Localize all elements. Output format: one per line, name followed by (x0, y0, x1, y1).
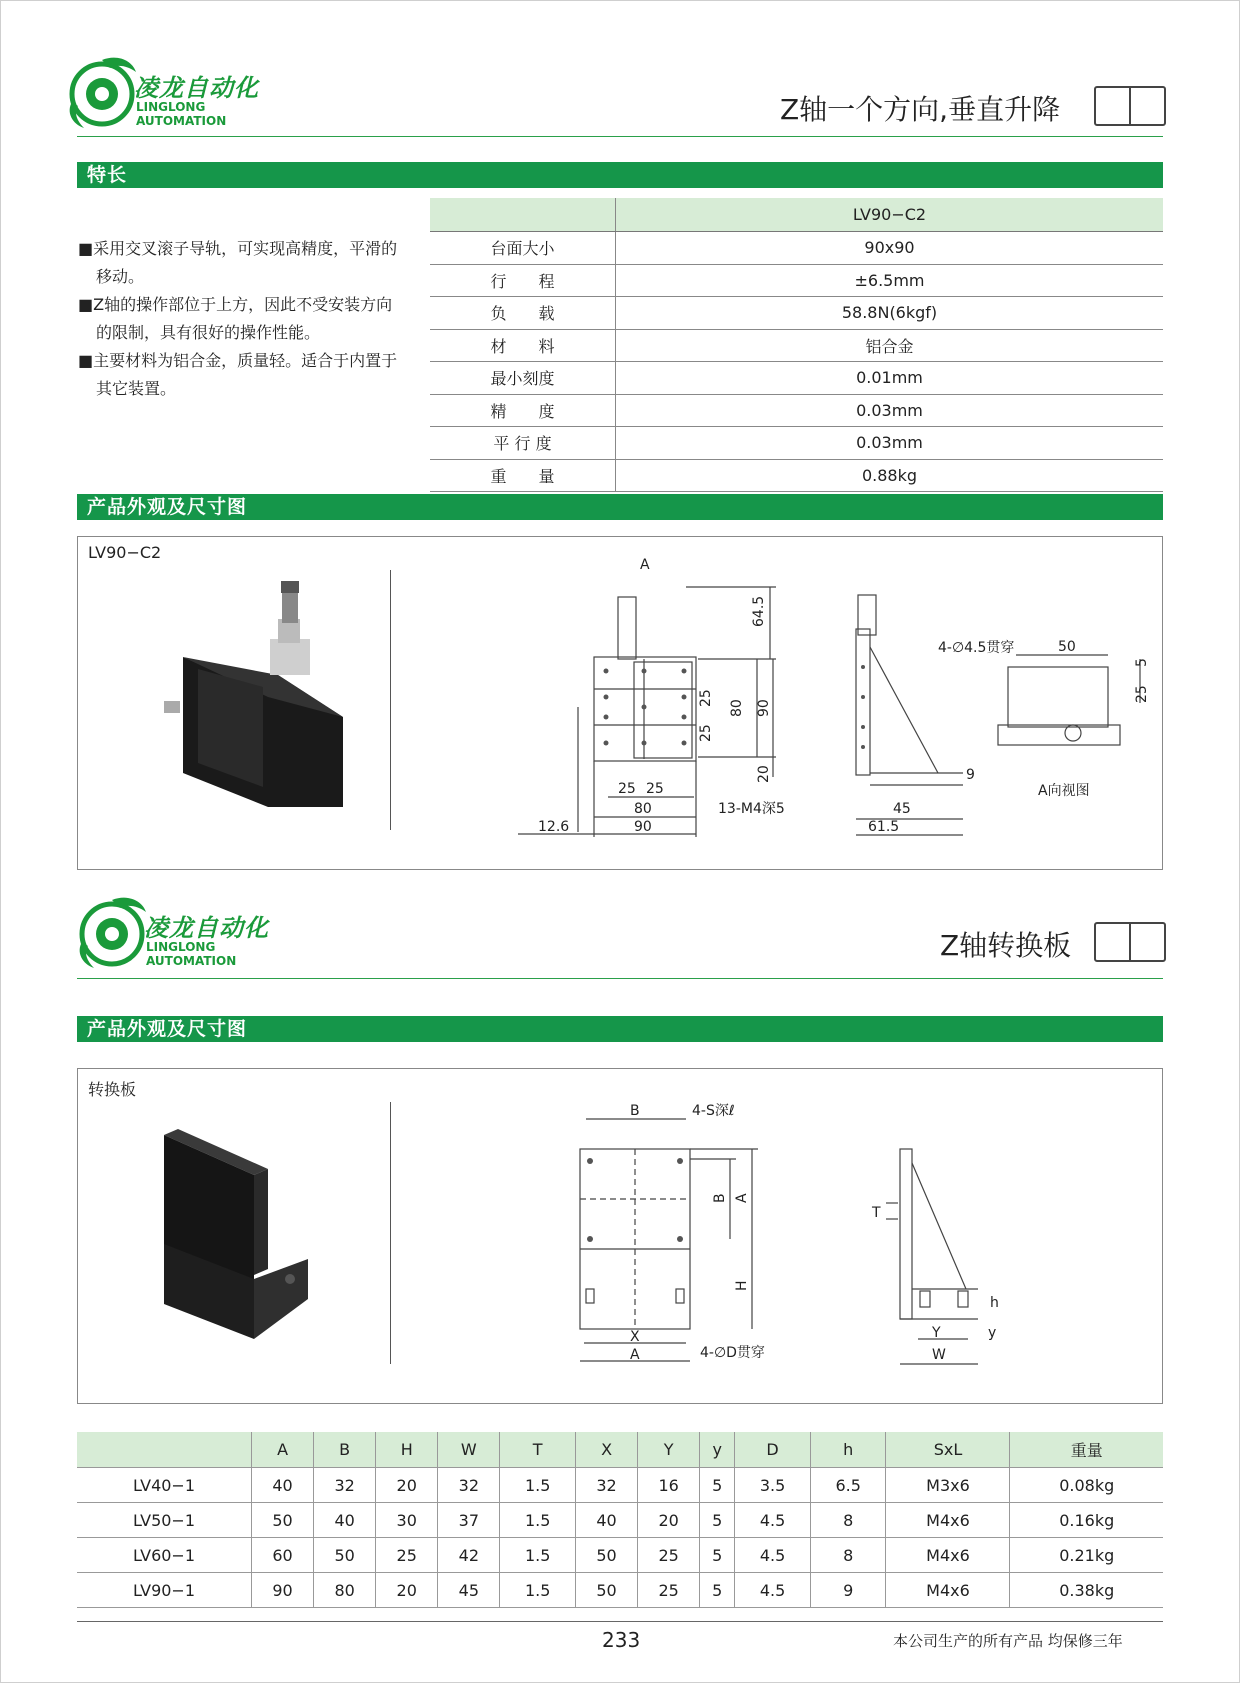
spec-value: 0.03mm (616, 427, 1164, 460)
dim-h-vertical: H (734, 1280, 750, 1291)
dim-9: 9 (966, 767, 975, 783)
table-row (430, 427, 1163, 460)
drawing-divider (390, 1102, 391, 1364)
dim-hole-spec: 4-∅4.5贯穿 (938, 640, 1015, 656)
cell: M3x6 (886, 1468, 1010, 1503)
dim-25-r: 25 (1134, 685, 1150, 703)
dim-a-label: A (640, 557, 650, 573)
brand-name-cn: 凌龙自动化 (144, 914, 269, 942)
dim-45: 45 (893, 801, 911, 817)
cell: 60 (252, 1538, 314, 1573)
col-header: Y (638, 1432, 700, 1468)
spec-value: ±6.5mm (616, 264, 1164, 297)
spec-header-row (430, 198, 1163, 232)
cell: 40 (252, 1468, 314, 1503)
cell: 30 (376, 1503, 438, 1538)
technical-drawing-adapter (458, 1079, 1098, 1399)
cell: 1.5 (500, 1503, 576, 1538)
cell: 25 (638, 1573, 700, 1608)
cell: M4x6 (886, 1503, 1010, 1538)
cell: 20 (638, 1503, 700, 1538)
dim-25-v2: 25 (698, 724, 714, 742)
dim-12-6: 12.6 (538, 819, 570, 835)
spec-model: LV90−C2 (616, 198, 1164, 232)
feature-item: ■Z轴的操作部位于上方，因此不受安装方向的限制，具有很好的操作性能。 (78, 295, 393, 342)
col-header: D (735, 1432, 811, 1468)
cell: 0.08kg (1010, 1468, 1163, 1503)
technical-drawing-lv90 (418, 547, 1158, 867)
dimension-table (77, 1432, 1163, 1608)
cell: 32 (576, 1468, 638, 1503)
cell: 3.5 (735, 1468, 811, 1503)
section-title-drawing: 产品外观及尺寸图 (77, 494, 1163, 520)
cell: 4.5 (735, 1503, 811, 1538)
cell: 25 (376, 1538, 438, 1573)
brand-name-en: LINGLONG AUTOMATION (136, 100, 227, 128)
spec-value: 铝合金 (616, 329, 1164, 362)
cell: 20 (376, 1468, 438, 1503)
dim-s-thread: 4-S深ℓ (692, 1103, 735, 1119)
drawing-box-lv90 (77, 536, 1163, 870)
dim-t: T (872, 1205, 881, 1221)
cell: 4.5 (735, 1573, 811, 1608)
dim-h-small: h (990, 1295, 999, 1311)
cell: 40 (314, 1503, 376, 1538)
spec-key: 精 度 (430, 394, 616, 427)
cell: 1.5 (500, 1468, 576, 1503)
cell: 0.38kg (1010, 1573, 1163, 1608)
section-title-drawing-2: 产品外观及尺寸图 (77, 1016, 1163, 1042)
spec-key: 负 载 (430, 297, 616, 330)
brand-logo-top (62, 50, 262, 130)
spec-key: 最小刻度 (430, 362, 616, 395)
cell: 8 (810, 1503, 886, 1538)
spec-value: 0.03mm (616, 394, 1164, 427)
cell: 16 (638, 1468, 700, 1503)
dim-80-h: 80 (634, 801, 652, 817)
product-photo-adapter-plate (158, 1129, 318, 1349)
page-number: 233 (602, 1628, 641, 1652)
col-header: 重量 (1010, 1432, 1163, 1468)
spec-key: 台面大小 (430, 232, 616, 265)
section-title-features: 特长 (77, 162, 1163, 188)
dim-20: 20 (756, 765, 772, 783)
dim-b-top: B (630, 1103, 640, 1119)
table-row (430, 264, 1163, 297)
dim-header-row (77, 1432, 1163, 1468)
dim-90-h: 90 (634, 819, 652, 835)
drawing-box-adapter (77, 1068, 1163, 1404)
brand-logo-middle (72, 890, 272, 970)
dim-m4-thread: 13-M4深5 (718, 801, 785, 817)
col-header: A (252, 1432, 314, 1468)
cell: LV50−1 (77, 1503, 252, 1538)
cell: 45 (438, 1573, 500, 1608)
cell: M4x6 (886, 1538, 1010, 1573)
logo-gear-icon (62, 50, 142, 130)
a-view-label: A向视图 (1038, 783, 1090, 799)
table-row (430, 329, 1163, 362)
features-list (78, 235, 398, 403)
cell: 50 (576, 1573, 638, 1608)
header-divider (77, 978, 1163, 979)
page-title-2: Z轴转换板 (940, 929, 1072, 962)
header-box-icon (1094, 86, 1166, 126)
cell: 1.5 (500, 1538, 576, 1573)
table-row (430, 459, 1163, 492)
table-row (77, 1538, 1163, 1573)
col-header: W (438, 1432, 500, 1468)
dim-25-h1: 25 (618, 781, 636, 797)
dim-b-vertical: B (712, 1193, 728, 1203)
cell: 5 (700, 1503, 735, 1538)
cell: LV60−1 (77, 1538, 252, 1573)
cell: 40 (576, 1503, 638, 1538)
spec-value: 0.01mm (616, 362, 1164, 395)
dim-90-v: 90 (756, 699, 772, 717)
cell: 5 (700, 1538, 735, 1573)
spec-value: 0.88kg (616, 459, 1164, 492)
table-row (430, 362, 1163, 395)
cell: 1.5 (500, 1573, 576, 1608)
dim-64-5: 64.5 (751, 595, 767, 627)
col-header: y (700, 1432, 735, 1468)
table-row (77, 1503, 1163, 1538)
warranty-text: 本公司生产的所有产品 均保修三年 (893, 1632, 1123, 1650)
col-header: SxL (886, 1432, 1010, 1468)
drawing-divider (390, 570, 391, 830)
cell: 80 (314, 1573, 376, 1608)
cell: 50 (576, 1538, 638, 1573)
col-header: X (576, 1432, 638, 1468)
dim-y-small: y (988, 1325, 997, 1341)
brand-name-cn: 凌龙自动化 (134, 74, 259, 102)
header-divider (77, 136, 1163, 137)
dim-25-v1: 25 (698, 689, 714, 707)
col-header (77, 1432, 252, 1468)
dim-61-5: 61.5 (868, 819, 900, 835)
dim-a-vertical: A (734, 1193, 750, 1203)
cell: 37 (438, 1503, 500, 1538)
spec-key: 行 程 (430, 264, 616, 297)
dim-80-v: 80 (729, 699, 745, 717)
page-title: Z轴一个方向,垂直升降 (780, 93, 1061, 126)
cell: 6.5 (810, 1468, 886, 1503)
spec-header-blank (430, 198, 616, 232)
dim-a-bottom: A (630, 1347, 640, 1363)
cell: LV40−1 (77, 1468, 252, 1503)
dim-w: W (932, 1347, 946, 1363)
dim-d-hole: 4-∅D贯穿 (700, 1345, 765, 1361)
col-header: H (376, 1432, 438, 1468)
cell: 8 (810, 1538, 886, 1573)
cell: 5 (700, 1573, 735, 1608)
dim-x: X (630, 1329, 640, 1345)
table-row (430, 297, 1163, 330)
dim-5: 5 (1134, 658, 1150, 667)
feature-item: ■主要材料为铝合金，质量轻。适合于内置于其它装置。 (78, 351, 398, 398)
spec-value: 90x90 (616, 232, 1164, 265)
cell: 25 (638, 1538, 700, 1573)
col-header: B (314, 1432, 376, 1468)
cell: 90 (252, 1573, 314, 1608)
col-header: T (500, 1432, 576, 1468)
dim-25-h2: 25 (646, 781, 664, 797)
drawing-label-2: 转换板 (88, 1080, 137, 1099)
spec-table (430, 198, 1163, 492)
cell: 9 (810, 1573, 886, 1608)
table-row (77, 1573, 1163, 1608)
col-header: h (810, 1432, 886, 1468)
table-row (430, 394, 1163, 427)
cell: 42 (438, 1538, 500, 1573)
drawing-label: LV90−C2 (88, 543, 162, 562)
cell: 32 (438, 1468, 500, 1503)
brand-name-en: LINGLONG AUTOMATION (146, 940, 237, 968)
spec-key: 平 行 度 (430, 427, 616, 460)
cell: 0.21kg (1010, 1538, 1163, 1573)
cell: 50 (314, 1538, 376, 1573)
cell: 20 (376, 1573, 438, 1608)
dim-y-large: Y (932, 1325, 941, 1341)
spec-key: 材 料 (430, 329, 616, 362)
spec-key: 重 量 (430, 459, 616, 492)
cell: 0.16kg (1010, 1503, 1163, 1538)
footer-divider (77, 1621, 1163, 1622)
cell: LV90−1 (77, 1573, 252, 1608)
table-row (430, 232, 1163, 265)
cell: 5 (700, 1468, 735, 1503)
cell: 4.5 (735, 1538, 811, 1573)
dim-50: 50 (1058, 639, 1076, 655)
feature-item: ■采用交叉滚子导轨，可实现高精度，平滑的移动。 (78, 239, 398, 286)
spec-value: 58.8N(6kgf) (616, 297, 1164, 330)
cell: M4x6 (886, 1573, 1010, 1608)
header-box-icon (1094, 922, 1166, 962)
cell: 32 (314, 1468, 376, 1503)
cell: 50 (252, 1503, 314, 1538)
logo-gear-icon (72, 890, 152, 970)
table-row (77, 1468, 1163, 1503)
product-photo-stage (158, 577, 378, 807)
